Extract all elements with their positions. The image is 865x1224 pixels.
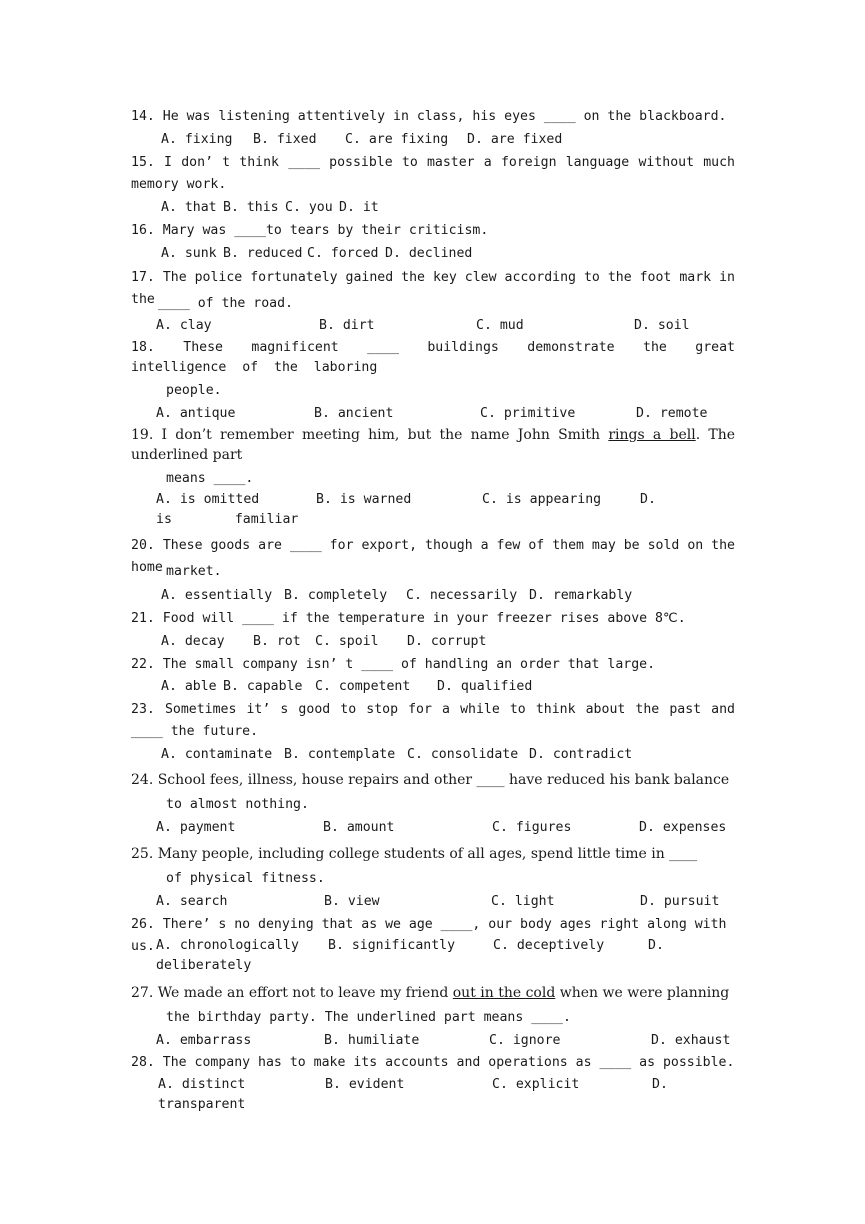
question-stem: Many people, including college students of all ages, spend little time in ____ xyxy=(157,846,698,862)
option-c: C. mud xyxy=(476,318,524,333)
option-b: B. fixed xyxy=(253,132,317,147)
question-18-continuation xyxy=(166,380,222,402)
question-stem: School fees, illness, house repairs and other ____ have reduced his bank balance xyxy=(157,772,730,788)
question-15 xyxy=(131,152,735,196)
option-a: A. payment xyxy=(156,820,236,835)
question-stem: There’ s no denying that as we age ____, our body ages right along with us. xyxy=(131,917,727,954)
question-23 xyxy=(131,699,735,743)
option-d: D. are fixed xyxy=(467,132,563,147)
question-number: 28. xyxy=(131,1055,155,1070)
question-21 xyxy=(131,608,735,630)
question-27-continuation xyxy=(166,1007,571,1029)
option-c: C. is appearing xyxy=(482,492,602,507)
options-21 xyxy=(131,631,486,653)
option-c: C. figures xyxy=(492,820,572,835)
options-22 xyxy=(131,676,532,698)
option-d-letter: D. xyxy=(648,938,664,953)
option-c: C. deceptively xyxy=(493,938,605,953)
question-28 xyxy=(131,1052,735,1074)
options-18 xyxy=(126,403,707,425)
question-stem-start: I don’t remember meeting him, but the name John Smith xyxy=(161,427,601,443)
underlined-phrase: rings a bell xyxy=(608,427,696,443)
option-d: D. qualified xyxy=(437,679,533,694)
question-number: 14. xyxy=(131,109,155,124)
option-d: D. declined xyxy=(385,246,473,261)
option-c: C. explicit xyxy=(492,1077,580,1092)
underlined-phrase: out in the cold xyxy=(452,985,556,1001)
option-a: A. is omitted xyxy=(156,492,260,507)
option-a: A. distinct xyxy=(158,1077,246,1092)
option-a: A. search xyxy=(156,894,228,909)
question-number: 25. xyxy=(131,846,154,862)
option-b: B. completely xyxy=(284,588,388,603)
question-stem: He was listening attentively in class, his eyes ____ on the blackboard. xyxy=(162,109,727,124)
option-a: A. embarrass xyxy=(156,1033,252,1048)
options-24 xyxy=(126,817,726,839)
question-25-continuation xyxy=(166,868,325,890)
option-d: D. remote xyxy=(636,406,708,421)
option-c: C. you xyxy=(285,200,333,215)
option-b: B. capable xyxy=(223,679,303,694)
option-b: B. dirt xyxy=(319,318,375,333)
question-16 xyxy=(131,220,735,242)
question-number: 19. xyxy=(131,427,154,443)
question-24-continuation xyxy=(166,794,309,816)
question-number: 23. xyxy=(131,702,155,717)
question-stem: The police fortunately gained the key clew according to the foot mark in the xyxy=(131,270,735,307)
question-18 xyxy=(131,338,735,378)
question-stem: These goods are ____ for export, though a few of them may be sold on the home xyxy=(131,538,735,575)
option-c: C. are fixing xyxy=(345,132,449,147)
option-b: B. this xyxy=(223,200,279,215)
option-d: D. is familiar xyxy=(156,492,656,527)
option-d: D. exhaust xyxy=(651,1033,731,1048)
options-15 xyxy=(131,197,379,219)
options-26 xyxy=(156,936,733,983)
question-stem-continued: people. xyxy=(166,383,222,398)
question-17-continuation xyxy=(158,293,293,315)
question-stem-continued: market. xyxy=(166,564,222,579)
question-number: 20. xyxy=(131,538,155,553)
option-d: deliberately xyxy=(156,958,252,973)
option-a: A. that xyxy=(161,200,217,215)
question-number: 15. xyxy=(131,155,155,170)
question-14 xyxy=(131,106,735,128)
question-19 xyxy=(131,425,735,465)
question-27 xyxy=(131,982,735,1004)
option-b: B. significantly xyxy=(328,938,456,953)
option-d-letter: D. xyxy=(652,1077,668,1092)
option-d: D. pursuit xyxy=(640,894,720,909)
question-stem: I don’ t think ____ possible to master a foreign language without much memory work. xyxy=(131,155,735,192)
question-stem-continued: of physical fitness. xyxy=(166,871,325,886)
option-a: A. decay xyxy=(161,634,225,649)
options-19 xyxy=(156,490,733,530)
option-b: B. evident xyxy=(325,1077,405,1092)
question-stem-continued: ____ of the road. xyxy=(158,296,293,311)
option-d: D. corrupt xyxy=(407,634,487,649)
option-b: B. ancient xyxy=(314,406,394,421)
option-c: C. consolidate xyxy=(407,747,519,762)
options-14 xyxy=(131,129,562,151)
question-stem-continued: the birthday party. The underlined part means ____. xyxy=(166,1010,571,1025)
option-a: A. essentially xyxy=(161,588,273,603)
question-number: 21. xyxy=(131,611,155,626)
question-20-continuation xyxy=(166,561,222,583)
question-number: 27. xyxy=(131,985,154,1001)
option-b: B. rot xyxy=(253,634,301,649)
option-a: A. able xyxy=(161,679,217,694)
option-d-word: transparent xyxy=(158,1097,246,1112)
option-a: A. chronologically xyxy=(156,938,299,953)
question-stem-end: . The underlined part xyxy=(131,427,736,463)
option-b: B. is warned xyxy=(316,492,412,507)
option-c: C. primitive xyxy=(480,406,576,421)
option-a: A. antique xyxy=(156,406,236,421)
option-c: C. necessarily xyxy=(406,588,518,603)
question-stem-continued: to almost nothing. xyxy=(166,797,309,812)
question-24 xyxy=(131,769,735,791)
question-stem: These magnificent ____ buildings demonstrate the great intelligence of the laboring xyxy=(131,340,735,375)
option-d: D. contradict xyxy=(529,747,633,762)
option-d: D. expenses xyxy=(639,820,727,835)
option-a: A. sunk xyxy=(161,246,217,261)
question-19-continuation xyxy=(166,468,253,490)
question-stem: Mary was ____to tears by their criticism. xyxy=(162,223,489,238)
options-27 xyxy=(126,1030,730,1052)
question-22 xyxy=(131,654,735,676)
option-d: D. soil xyxy=(634,318,690,333)
option-a: A. fixing xyxy=(161,132,233,147)
option-b: B. contemplate xyxy=(284,747,396,762)
option-c: C. light xyxy=(491,894,555,909)
option-c: C. ignore xyxy=(489,1033,561,1048)
options-28 xyxy=(158,1075,733,1112)
option-d: D. remarkably xyxy=(529,588,633,603)
question-number: 16. xyxy=(131,223,155,238)
option-b: B. reduced xyxy=(223,246,303,261)
option-c: C. competent xyxy=(315,679,411,694)
option-a: A. clay xyxy=(156,318,212,333)
question-stem: The small company isn’ t ____ of handling an order that large. xyxy=(162,657,656,672)
question-stem-start: We made an effort not to leave my friend xyxy=(157,985,453,1001)
question-stem: Food will ____ if the temperature in your freezer rises above 8℃. xyxy=(162,611,686,626)
option-c: C. spoil xyxy=(315,634,379,649)
question-stem-end: when we were planning xyxy=(555,985,730,1001)
question-stem-continued: means ____. xyxy=(166,471,254,486)
option-b: B. amount xyxy=(323,820,395,835)
options-20 xyxy=(131,585,632,607)
options-17 xyxy=(126,315,690,337)
option-a: A. contaminate xyxy=(161,747,273,762)
question-number: 24. xyxy=(131,772,154,788)
options-16 xyxy=(131,243,472,265)
question-25 xyxy=(131,843,735,865)
question-number: 26. xyxy=(131,917,155,932)
question-number: 22. xyxy=(131,657,155,672)
question-20 xyxy=(131,535,735,579)
options-25 xyxy=(126,891,719,913)
option-c: C. forced xyxy=(307,246,379,261)
question-number: 17. xyxy=(131,270,155,285)
option-b: B. view xyxy=(324,894,380,909)
option-b: B. humiliate xyxy=(324,1033,420,1048)
option-d: D. it xyxy=(339,200,379,215)
question-number: 18. xyxy=(131,340,155,355)
options-23 xyxy=(131,744,632,766)
question-stem: Sometimes it’ s good to stop for a while to think about the past and ____ the future. xyxy=(131,702,735,739)
question-stem: The company has to make its accounts and operations as ____ as possible. xyxy=(162,1055,735,1070)
